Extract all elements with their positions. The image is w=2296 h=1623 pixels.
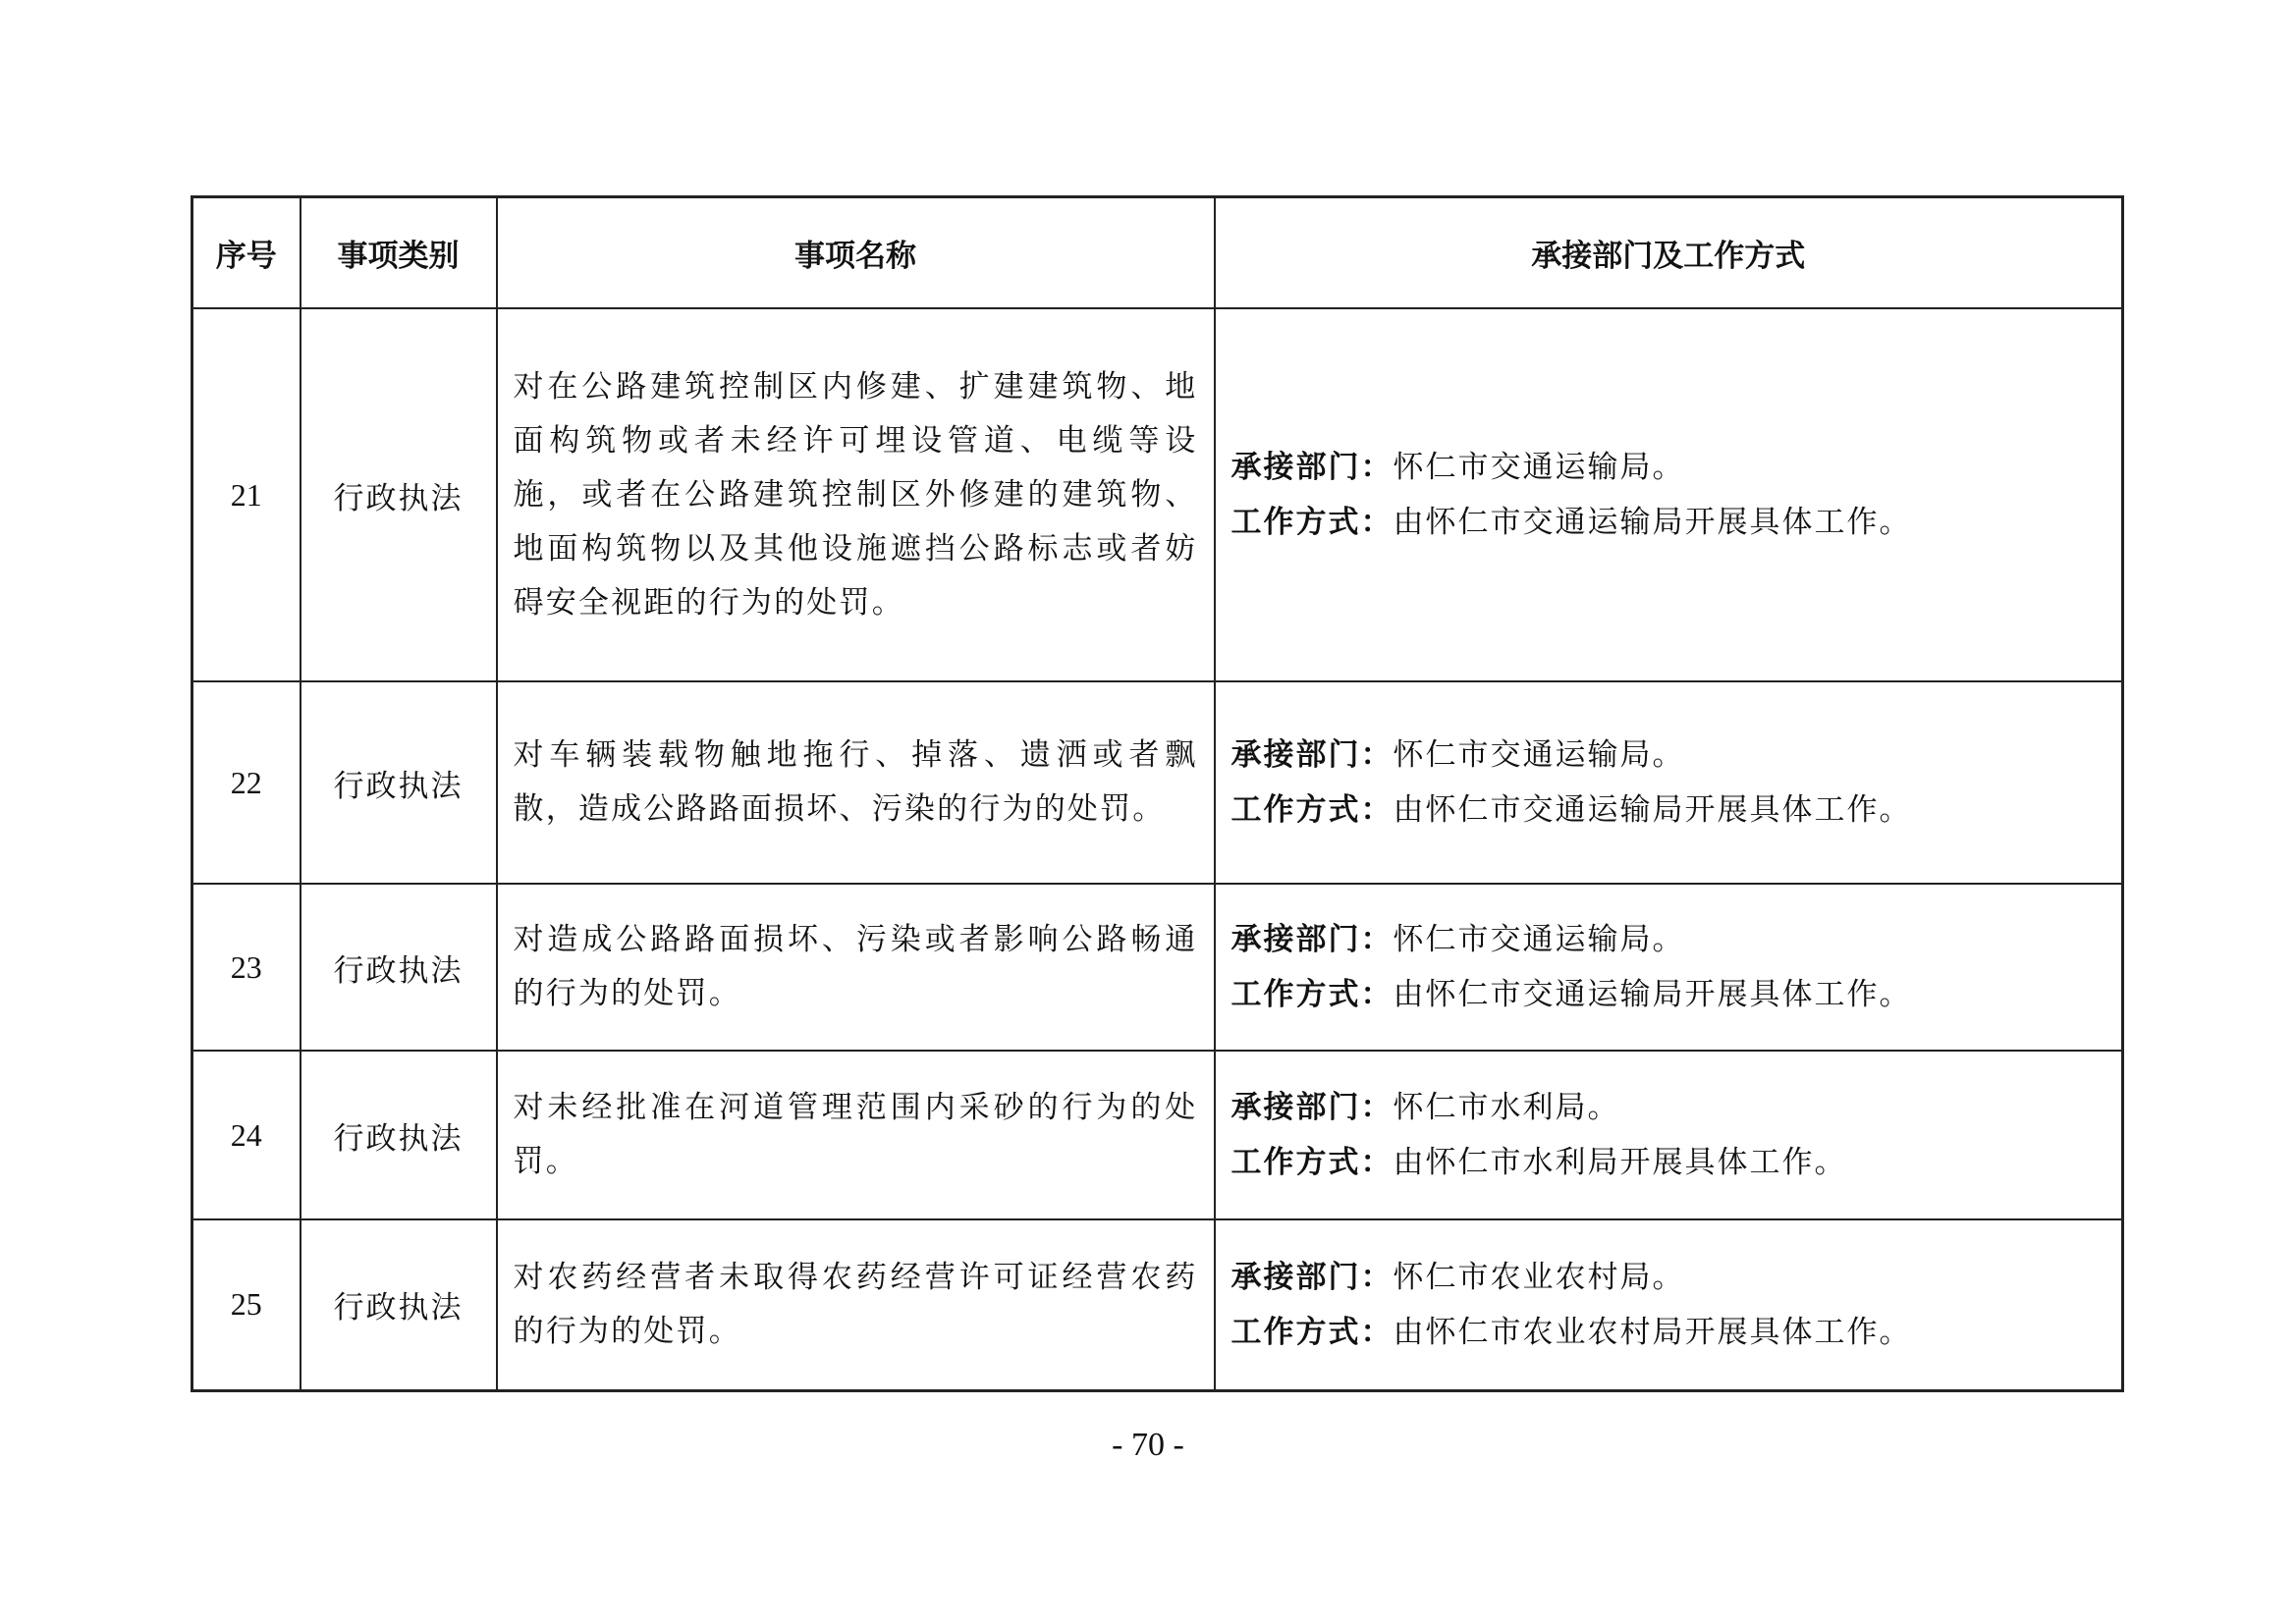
method-line [1231, 783, 2106, 838]
dept-label: 承接部门： [1230, 1259, 1394, 1295]
method-label: 工作方式： [1230, 1314, 1394, 1350]
cell-seq: 24 [192, 1051, 301, 1219]
dept-value: 怀仁市交通运输局。 [1393, 737, 1685, 773]
cell-seq: 22 [192, 681, 301, 884]
dept-value: 怀仁市水利局。 [1393, 1090, 1620, 1125]
cell-dept [1215, 308, 2123, 681]
cell-name: 对车辆装载物触地拖行、掉落、遗洒或者飘散，造成公路路面损坏、污染的行为的处罚。 [497, 681, 1215, 884]
cell-name: 对农药经营者未取得农药经营许可证经营农药的行为的处罚。 [497, 1219, 1215, 1390]
cell-name: 对造成公路路面损坏、污染或者影响公路畅通的行为的处罚。 [497, 884, 1215, 1051]
method-line [1231, 1135, 2106, 1190]
table-row [192, 681, 2123, 884]
method-value: 由怀仁市农业农村局开展具体工作。 [1393, 1314, 1912, 1350]
cell-dept [1215, 681, 2123, 884]
method-label: 工作方式： [1230, 505, 1394, 540]
cell-category: 行政执法 [301, 681, 497, 884]
cell-dept [1215, 1051, 2123, 1219]
cell-name: 对未经批准在河道管理范围内采砂的行为的处罚。 [497, 1051, 1215, 1219]
method-line [1231, 967, 2106, 1022]
header-seq: 序号 [192, 197, 301, 309]
table-row [192, 884, 2123, 1051]
dept-value: 怀仁市农业农村局。 [1393, 1259, 1685, 1295]
dept-line [1231, 440, 2106, 495]
method-line [1231, 1305, 2106, 1360]
table-row [192, 1051, 2123, 1219]
method-line [1231, 495, 2106, 550]
table-row [192, 1219, 2123, 1390]
page-number: - 70 - [1112, 1427, 1184, 1463]
dept-line [1231, 1250, 2106, 1305]
method-value: 由怀仁市交通运输局开展具体工作。 [1393, 505, 1912, 540]
cell-category: 行政执法 [301, 1219, 497, 1390]
method-value: 由怀仁市水利局开展具体工作。 [1393, 1145, 1847, 1180]
cell-dept [1215, 1219, 2123, 1390]
method-label: 工作方式： [1230, 1145, 1394, 1180]
cell-name: 对在公路建筑控制区内修建、扩建建筑物、地面构筑物或者未经许可埋设管道、电缆等设施，或者在公路建筑控制区外修建的建筑物、地面构筑物以及其他设施遮挡公路标志或者妨碍安全视距的行为的处罚。 [497, 308, 1215, 681]
method-label: 工作方式： [1230, 977, 1394, 1012]
table-header-row [192, 197, 2123, 309]
dept-line [1231, 912, 2106, 967]
dept-line [1231, 728, 2106, 783]
cell-category: 行政执法 [301, 1051, 497, 1219]
cell-category: 行政执法 [301, 884, 497, 1051]
cell-dept [1215, 884, 2123, 1051]
dept-label: 承接部门： [1230, 737, 1394, 773]
cell-category: 行政执法 [301, 308, 497, 681]
cell-seq: 21 [192, 308, 301, 681]
header-category: 事项类别 [301, 197, 497, 309]
dept-line [1231, 1080, 2106, 1135]
dept-label: 承接部门： [1230, 450, 1394, 485]
header-dept: 承接部门及工作方式 [1215, 197, 2123, 309]
table-row [192, 308, 2123, 681]
header-name: 事项名称 [497, 197, 1215, 309]
document-table-container [191, 195, 2121, 1392]
dept-label: 承接部门： [1230, 1090, 1394, 1125]
method-label: 工作方式： [1230, 792, 1394, 828]
dept-value: 怀仁市交通运输局。 [1393, 922, 1685, 957]
method-value: 由怀仁市交通运输局开展具体工作。 [1393, 792, 1912, 828]
matters-table [191, 195, 2124, 1392]
method-value: 由怀仁市交通运输局开展具体工作。 [1393, 977, 1912, 1012]
dept-label: 承接部门： [1230, 922, 1394, 957]
dept-value: 怀仁市交通运输局。 [1393, 450, 1685, 485]
cell-seq: 23 [192, 884, 301, 1051]
cell-seq: 25 [192, 1219, 301, 1390]
